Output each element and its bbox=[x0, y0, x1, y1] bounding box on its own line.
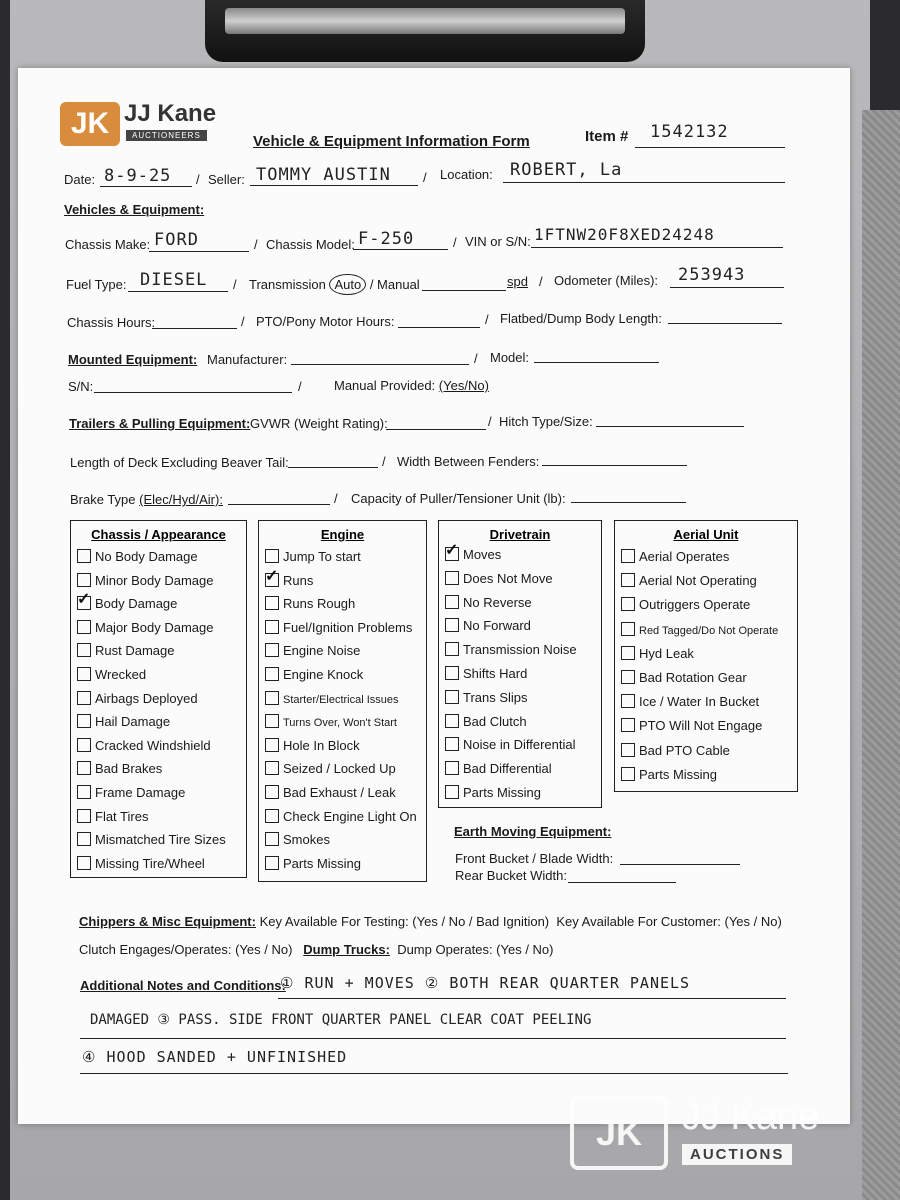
checklist-item[interactable] bbox=[77, 856, 205, 871]
checkbox-icon[interactable] bbox=[77, 856, 91, 870]
checkbox-icon[interactable] bbox=[265, 596, 279, 610]
watermark-logo-icon: JK bbox=[570, 1096, 668, 1170]
chippers-section: Chippers & Misc Equipment: bbox=[79, 914, 256, 929]
checkbox-icon[interactable] bbox=[445, 737, 459, 751]
checklist-item-label: Missing Tire/Wheel bbox=[95, 855, 205, 871]
checklist-item[interactable] bbox=[445, 690, 528, 705]
checklist-item[interactable] bbox=[621, 767, 717, 782]
checklist-item[interactable] bbox=[445, 714, 527, 729]
checklist-item-label: Red Tagged/Do Not Operate bbox=[639, 624, 779, 637]
item-label: Item # bbox=[585, 128, 629, 145]
checklist-item-label: Hail Damage bbox=[95, 714, 171, 730]
checklist-item[interactable] bbox=[265, 596, 355, 611]
checklist-item[interactable] bbox=[621, 646, 694, 661]
checklist-item-label: Engine Noise bbox=[283, 643, 361, 659]
checklist-item-label: Cracked Windshield bbox=[95, 737, 211, 753]
checklist-item-label: Wrecked bbox=[95, 667, 147, 682]
checkbox-icon[interactable] bbox=[265, 738, 279, 752]
seat-fabric bbox=[862, 110, 900, 1200]
checkbox-icon[interactable] bbox=[265, 832, 279, 846]
checkbox-icon[interactable] bbox=[77, 667, 91, 681]
dump-trucks-section: Dump Trucks: bbox=[303, 942, 390, 957]
checklist-item[interactable] bbox=[265, 573, 313, 588]
checklist-item[interactable] bbox=[621, 694, 759, 709]
checklist-item[interactable] bbox=[265, 761, 396, 776]
checklist-item-label: Check Engine Light On bbox=[283, 808, 417, 824]
vehicles-section: Vehicles & Equipment: bbox=[64, 202, 205, 217]
brake-type-label: Brake Type (Elec/Hyd/Air): bbox=[70, 492, 223, 507]
checklist-item[interactable] bbox=[77, 643, 174, 658]
checklist-item-label: No Body Damage bbox=[95, 549, 198, 564]
checklist-item[interactable] bbox=[77, 738, 211, 753]
brand-subtitle: AUCTIONEERS bbox=[126, 130, 207, 141]
checkbox-icon[interactable] bbox=[265, 549, 279, 563]
checkbox-icon[interactable] bbox=[445, 547, 459, 561]
checklist-item[interactable] bbox=[265, 643, 360, 658]
checklist-item[interactable] bbox=[265, 714, 397, 729]
checklist-item[interactable] bbox=[265, 549, 361, 564]
checkbox-icon[interactable] bbox=[445, 666, 459, 680]
checklist-item-label: No Reverse bbox=[463, 594, 532, 610]
checklist-item-label: Major Body Damage bbox=[95, 619, 214, 635]
checkbox-icon[interactable] bbox=[265, 856, 279, 870]
chassis-appearance-box bbox=[70, 520, 247, 878]
checkbox-icon[interactable] bbox=[445, 595, 459, 609]
odometer-value: 253943 bbox=[678, 265, 746, 285]
checkbox-icon[interactable] bbox=[445, 642, 459, 656]
date-line bbox=[100, 186, 192, 187]
checkbox-icon[interactable] bbox=[77, 738, 91, 752]
item-number: 1542132 bbox=[650, 122, 729, 142]
checklist-item[interactable] bbox=[445, 571, 553, 586]
checklist-item-label: Mismatched Tire Sizes bbox=[95, 832, 226, 848]
checklist-item[interactable] bbox=[621, 622, 778, 637]
checkbox-icon[interactable] bbox=[621, 767, 635, 781]
notes-line-1: ① RUN + MOVES ② BOTH REAR QUARTER PANELS bbox=[280, 974, 691, 992]
checkbox-icon[interactable] bbox=[621, 743, 635, 757]
checkbox-icon[interactable] bbox=[621, 694, 635, 708]
odometer-label: Odometer (Miles): bbox=[554, 273, 659, 288]
checkbox-icon[interactable] bbox=[77, 761, 91, 775]
checkbox-icon[interactable] bbox=[77, 549, 91, 563]
checklist-item-label: Rust Damage bbox=[95, 643, 175, 659]
checkbox-icon[interactable] bbox=[265, 620, 279, 634]
manufacturer-label: Manufacturer: bbox=[207, 352, 288, 367]
location-label: Location: bbox=[440, 167, 493, 182]
checklist-item-label: Aerial Not Operating bbox=[639, 573, 757, 589]
sn-label: S/N: bbox=[68, 379, 94, 394]
checkbox-icon[interactable] bbox=[77, 596, 91, 610]
transmission-label: Transmission Auto / Manual bbox=[249, 277, 420, 292]
checklist-item[interactable] bbox=[77, 832, 226, 847]
vin-value: 1FTNW20F8XED24248 bbox=[534, 225, 715, 244]
checkbox-icon[interactable] bbox=[445, 690, 459, 704]
checkbox-icon[interactable] bbox=[445, 714, 459, 728]
rear-bucket-label: Rear Bucket Width: bbox=[455, 868, 567, 883]
engine-box bbox=[258, 520, 427, 882]
flatbed-label: Flatbed/Dump Body Length: bbox=[500, 311, 662, 326]
watermark-subtitle: AUCTIONS bbox=[682, 1144, 792, 1165]
checklist-item-label: Bad Differential bbox=[463, 761, 552, 777]
checklist-item-label: Minor Body Damage bbox=[95, 572, 214, 588]
mounted-section: Mounted Equipment: bbox=[68, 352, 198, 367]
checklist-item-label: Runs bbox=[283, 572, 314, 588]
checkbox-icon[interactable] bbox=[445, 761, 459, 775]
checklist-item[interactable] bbox=[621, 597, 750, 612]
checklist-item[interactable] bbox=[265, 856, 361, 871]
checklist-item-label: Engine Knock bbox=[283, 667, 364, 682]
checklist-item[interactable] bbox=[445, 618, 531, 633]
clutch-row: Clutch Engages/Operates: (Yes / No) Dump Trucks: Dump Operates: (Yes / No) bbox=[79, 942, 554, 957]
checklist-item[interactable] bbox=[77, 809, 148, 824]
notes-line-2: DAMAGED ③ PASS. SIDE FRONT QUARTER PANEL CLEAR COAT PEELING bbox=[90, 1012, 592, 1028]
checklist-item-label: Outriggers Operate bbox=[639, 597, 751, 613]
checkbox-icon[interactable] bbox=[621, 670, 635, 684]
checkbox-icon[interactable] bbox=[265, 785, 279, 799]
model-label: Chassis Model: bbox=[266, 237, 355, 252]
chassis-appearance-title: Chassis / Appearance bbox=[91, 527, 226, 542]
checkbox-icon[interactable] bbox=[77, 809, 91, 823]
manual-provided-label: Manual Provided: (Yes/No) bbox=[334, 378, 489, 393]
checkbox-icon[interactable] bbox=[77, 785, 91, 799]
checklist-item[interactable] bbox=[265, 785, 396, 800]
checklist-item-label: PTO Will Not Engage bbox=[639, 718, 763, 734]
checklist-item[interactable] bbox=[77, 761, 162, 776]
checkbox-icon[interactable] bbox=[77, 691, 91, 705]
drivetrain-title: Drivetrain bbox=[489, 527, 551, 542]
checkbox-icon[interactable] bbox=[445, 785, 459, 799]
checkbox-icon[interactable] bbox=[265, 809, 279, 823]
checkbox-icon[interactable] bbox=[265, 643, 279, 657]
trailers-section: Trailers & Pulling Equipment: bbox=[69, 416, 251, 431]
checklist-item[interactable] bbox=[77, 620, 214, 635]
checklist-item[interactable] bbox=[621, 718, 762, 733]
checklist-item-label: Frame Damage bbox=[95, 785, 186, 800]
checklist-item-label: Parts Missing bbox=[463, 785, 542, 800]
checklist-item-label: Bad Clutch bbox=[463, 713, 527, 729]
date-label: Date: bbox=[64, 172, 96, 187]
checklist-item[interactable] bbox=[77, 691, 198, 706]
earth-moving-section: Earth Moving Equipment: bbox=[454, 824, 612, 839]
checkbox-icon[interactable] bbox=[621, 646, 635, 660]
checklist-item-label: Moves bbox=[463, 547, 502, 562]
notes-label: Additional Notes and Conditions: bbox=[80, 978, 286, 993]
checklist-item[interactable] bbox=[265, 620, 412, 635]
checklist-item-label: Ice / Water In Bucket bbox=[639, 694, 760, 710]
checklist-item[interactable] bbox=[621, 549, 729, 564]
checklist-item[interactable] bbox=[265, 691, 399, 706]
checklist-item[interactable] bbox=[265, 738, 360, 753]
checkbox-icon[interactable] bbox=[621, 718, 635, 732]
checklist-item[interactable] bbox=[445, 642, 577, 657]
checklist-item-label: No Forward bbox=[463, 618, 531, 634]
clipboard-clip bbox=[205, 0, 645, 62]
checklist-item-label: Fuel/Ignition Problems bbox=[283, 619, 413, 635]
checkbox-icon[interactable] bbox=[445, 618, 459, 632]
checkbox-icon[interactable] bbox=[621, 573, 635, 587]
checkbox-icon[interactable] bbox=[77, 643, 91, 657]
front-bucket-label: Front Bucket / Blade Width: bbox=[455, 851, 614, 866]
vin-label: VIN or S/N: bbox=[465, 234, 531, 249]
form-paper: JK JJ Kane AUCTIONEERS Vehicle & Equipment Information Form Item # 1542132 Date: 8-9-25 / Seller: TOMMY AUSTIN / Location: ROBERT, La Vehicles & Equipment: Chassis Make: FORD / Chassis Model: F-250 / VIN or S/N: 1FTNW20F8XED24248 Fuel Type: DIESEL / Transmission Auto / Manual spd / Odometer (Miles): 253943 Chassis Hours: / PTO/Pony Motor Hours: / Flatbed/Dump Body Length: Mounted Equipment: Manufacturer: / Model: S/N: / Manual Provided: (Yes/No) Trailers & Pulling Equipment: GVWR (Weight Rating): / Hitch Type/Size: Length of Deck Excluding Beaver Tail: / Width Between Fenders: Brake Type (Elec/Hyd/Air): / Capacity of Puller/Tensioner Unit (lb): Chassis / Appearance No Body Damage Minor Body Damage ✓Body Damage Major Body Damage Rust Damage Wrecked Airbags Deployed Hail Damage Cracked Windshield Bad Brakes Frame Damage Flat Tires Mismatched Tire Sizes Missing Tire/Wheel Engine Jump To start ✓Runs Runs Rough Fuel/Ignition Problems Engine Noise Engine Knock Starter/Electrical Issues Turns Over, Won't Start Hole In Block Seized / Locked Up Bad Exhaust / Leak Check Engine Light On Smokes Parts Missing Drivetrain ✓Moves Does Not Move No Reverse No Forward Transmission Noise Shifts Hard Trans Slips Bad Clutch Noise in Differential Bad Differential Parts Missing Aerial Unit Aerial Operates Aerial Not Operating Outriggers Operate Red Tagged/Do Not Operate Hyd Leak Bad Rotation Gear Ice / Water In Bucket PTO Will Not Engage Bad PTO Cable Parts Missing Earth Moving Equipment: Front Bucket / Blade Width: Rear Bucket Width: Chippers & Misc Equipment: Key Available For Testing: (Yes / No / Bad Ignition) Key Available For Customer: (Yes / No) Clutch Engages/Operates: (Yes / No) Dump Trucks: Dump Operates: (Yes / No) Additional Notes and Conditions: ① RUN + MOVES ② BOTH REAR QUARTER PANELS DAMAGED ③ PASS. SIDE FRONT QUARTER PANEL CLEAR COAT PEELING ④ HOOD SANDED + UNFINISHED bbox=[18, 68, 850, 1124]
auto-option-circled: Auto bbox=[329, 274, 366, 295]
checkbox-icon[interactable] bbox=[265, 691, 279, 705]
checkbox-icon[interactable] bbox=[265, 667, 279, 681]
checklist-item[interactable] bbox=[445, 666, 527, 681]
checklist-item-label: Body Damage bbox=[95, 596, 178, 612]
checklist-item[interactable] bbox=[77, 785, 185, 800]
checklist-item-label: Starter/Electrical Issues bbox=[283, 693, 399, 706]
checklist-item[interactable] bbox=[445, 761, 552, 776]
checklist-item[interactable] bbox=[445, 547, 501, 562]
checklist-item[interactable] bbox=[445, 785, 541, 800]
checklist-item-label: Seized / Locked Up bbox=[283, 761, 396, 777]
checklist-item-label: Shifts Hard bbox=[463, 666, 528, 681]
checklist-item-label: Hyd Leak bbox=[639, 645, 694, 661]
checklist-item[interactable] bbox=[77, 714, 170, 729]
item-line bbox=[635, 147, 785, 148]
checklist-item-label: Transmission Noise bbox=[463, 642, 577, 658]
checkbox-icon[interactable] bbox=[77, 714, 91, 728]
checklist-item[interactable] bbox=[77, 573, 214, 588]
checklist-item-label: Flat Tires bbox=[95, 808, 149, 824]
drivetrain-box bbox=[438, 520, 602, 808]
checkbox-icon[interactable] bbox=[77, 832, 91, 846]
jjkane-watermark bbox=[570, 1096, 870, 1176]
checklist-item[interactable] bbox=[265, 832, 330, 847]
brand-name: JJ Kane bbox=[124, 100, 217, 127]
watermark-name: JJ Kane bbox=[682, 1096, 820, 1138]
checkbox-icon[interactable] bbox=[77, 620, 91, 634]
location-line bbox=[503, 182, 785, 183]
checklist-item-label: Runs Rough bbox=[283, 596, 356, 612]
checklist-item[interactable] bbox=[445, 595, 532, 610]
capacity-label: Capacity of Puller/Tensioner Unit (lb): bbox=[351, 491, 566, 506]
aerial-unit-box bbox=[614, 520, 798, 792]
checkbox-icon[interactable] bbox=[445, 571, 459, 585]
checklist-item-label: Parts Missing bbox=[639, 766, 718, 782]
checklist-item-label: Smokes bbox=[283, 832, 330, 848]
checklist-item-label: Aerial Operates bbox=[639, 549, 730, 564]
checklist-item[interactable] bbox=[265, 667, 363, 682]
checklist-item-label: Does Not Move bbox=[463, 570, 553, 586]
checklist-item[interactable] bbox=[77, 667, 146, 682]
checklist-item[interactable] bbox=[77, 549, 198, 564]
fuel-value: DIESEL bbox=[140, 270, 208, 290]
checklist-item-label: Turns Over, Won't Start bbox=[283, 717, 397, 730]
checkbox-icon[interactable] bbox=[265, 761, 279, 775]
seller-label: Seller: bbox=[208, 172, 245, 187]
fender-width-label: Width Between Fenders: bbox=[397, 454, 540, 469]
gvwr-label: GVWR (Weight Rating): bbox=[250, 416, 388, 431]
hitch-label: Hitch Type/Size: bbox=[499, 414, 593, 429]
checkbox-icon[interactable] bbox=[621, 549, 635, 563]
checklist-item[interactable] bbox=[621, 743, 730, 758]
aerial-unit-title: Aerial Unit bbox=[673, 527, 739, 542]
checklist-item-label: Parts Missing bbox=[283, 855, 362, 871]
checkbox-icon[interactable] bbox=[77, 573, 91, 587]
notes-line-3: ④ HOOD SANDED + UNFINISHED bbox=[82, 1048, 348, 1066]
deck-length-label: Length of Deck Excluding Beaver Tail: bbox=[70, 455, 289, 470]
make-value: FORD bbox=[154, 230, 199, 250]
checkbox-icon[interactable] bbox=[621, 597, 635, 611]
checkbox-icon[interactable] bbox=[265, 714, 279, 728]
checklist-item[interactable] bbox=[77, 596, 177, 611]
seller-value: TOMMY AUSTIN bbox=[256, 165, 391, 185]
checklist-item-label: Bad Rotation Gear bbox=[639, 670, 747, 685]
date-value: 8-9-25 bbox=[104, 166, 172, 186]
fuel-label: Fuel Type: bbox=[66, 277, 127, 292]
pto-hours-label: PTO/Pony Motor Hours: bbox=[256, 314, 395, 329]
checklist-item-label: Airbags Deployed bbox=[95, 690, 198, 706]
checklist-item-label: Jump To start bbox=[283, 549, 361, 564]
checklist-item[interactable] bbox=[621, 573, 757, 588]
checkbox-icon[interactable] bbox=[265, 573, 279, 587]
chassis-hours-label: Chassis Hours: bbox=[67, 315, 156, 330]
checkbox-icon[interactable] bbox=[621, 622, 635, 636]
mounted-model-label: Model: bbox=[490, 350, 530, 365]
checklist-item-label: Noise in Differential bbox=[463, 737, 576, 753]
checklist-item-label: Hole In Block bbox=[283, 737, 360, 753]
spd-label: spd bbox=[507, 274, 528, 289]
jjkane-logo-icon: JK bbox=[60, 102, 120, 146]
checklist-item[interactable] bbox=[265, 809, 417, 824]
checklist-item[interactable] bbox=[621, 670, 747, 685]
checklist-item-label: Bad Brakes bbox=[95, 761, 163, 777]
seller-line bbox=[250, 185, 418, 186]
model-value: F-250 bbox=[358, 229, 415, 249]
chippers-row: Chippers & Misc Equipment: Key Available For Testing: (Yes / No / Bad Ignition) Key Available For Customer: (Yes / No) bbox=[79, 914, 782, 929]
checklist-item-label: Bad Exhaust / Leak bbox=[283, 785, 396, 800]
make-label: Chassis Make: bbox=[65, 237, 151, 252]
checklist-item[interactable] bbox=[445, 737, 575, 752]
checklist-item-label: Bad PTO Cable bbox=[639, 742, 730, 758]
form-title: Vehicle & Equipment Information Form bbox=[253, 133, 530, 150]
engine-title: Engine bbox=[320, 527, 365, 542]
checklist-item-label: Trans Slips bbox=[463, 689, 528, 705]
location-value: ROBERT, La bbox=[510, 160, 623, 180]
